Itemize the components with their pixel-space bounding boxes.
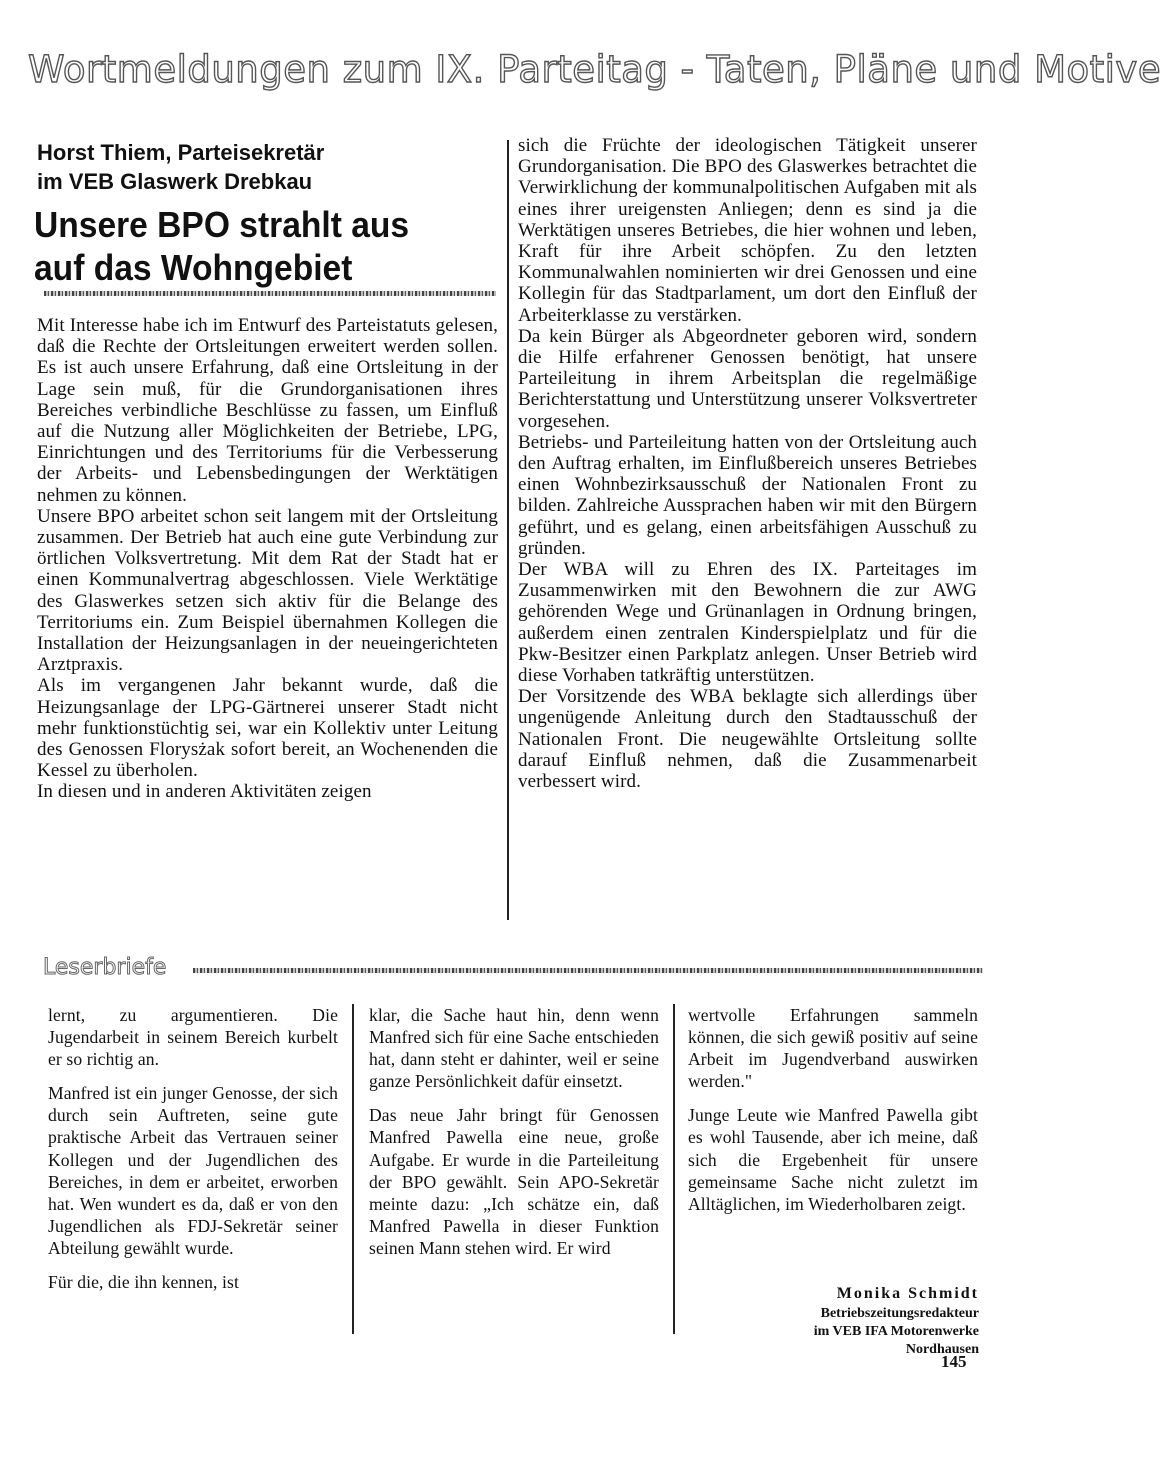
article-paragraph: sich die Früchte der ideologischen Tätigkeit unserer Grundorganisation. Die BPO des Glaswerkes betrachtet die Verwirklichung der kommunalpolitischen Aufgaben mit als eines ihrer ureigensten Anliegen; denn es sind ja die Werktätigen unseres Betriebes, die hier wohnen und leben, Kraft für ihre Arbeit schöpfen. Zu den letzten Kommunalwahlen nominierten wir drei Genossen und eine Kollegin für das Stadtparlament, um dort den Einfluß der Arbeiterklasse zu verstärken. <box>518 135 977 326</box>
letter-paragraph: wertvolle Erfahrungen sammeln können, die sich gewiß positiv auf seine Arbeit im Jugendverband auswirken werden." <box>688 1005 978 1092</box>
signature-title: Betriebszeitungsredakteur <box>820 1306 979 1321</box>
letter-paragraph: Manfred ist ein junger Genosse, der sich durch sein Auftreten, seine gute praktische Arbeit das Vertrauen seiner Kollegen und der Jugendlichen des Bereiches, in dem er arbeitet, erworben hat. Wen wundert es da, daß er von den Jugendlichen als FDJ-Sekretär seiner Abteilung gewählt wurde. <box>48 1083 338 1258</box>
letter-column-1 <box>48 1004 338 1293</box>
page-number: 145 <box>941 1352 967 1371</box>
signature-name: Monika Schmidt <box>836 1285 979 1302</box>
article-paragraph: Der WBA will zu Ehren des IX. Parteitages im Zusammenwirken mit den Bewohnern die zur AWG gehörenden Wege und Grünanlagen in Ordnung bringen, außerdem einen zentralen Kinderspielplatz und für die Pkw-Besitzer einen Parkplatz anlegen. Unser Betrieb wird diese Vorhaben tatkräftig unterstützen. <box>518 559 977 687</box>
headline-line-2: auf das Wohngebiet <box>34 247 353 288</box>
letter-paragraph: Das neue Jahr bringt für Genossen Manfred Pawella eine neue, große Aufgabe. Er wurde in die Parteileitung der BPO gewählt. Sein APO-Sekretär meinte dazu: „Ich schätze ein, daß Manfred Pawella in dieser Funktion seinen Mann stehen wird. Er wird <box>369 1105 659 1258</box>
section-label-leserbriefe: Leserbriefe <box>43 955 167 980</box>
section-banner: Wortmeldungen zum IX. Parteitag - Taten, Pläne und Motive <box>28 48 1161 91</box>
headline-line-1: Unsere BPO strahlt aus <box>34 204 410 245</box>
letter-paragraph: lernt, zu argumentieren. Die Jugendarbeit in seinem Bereich kurbelt er so richtig an. <box>48 1005 338 1070</box>
article-byline <box>37 138 507 196</box>
letter-column-2 <box>369 1004 659 1259</box>
article-paragraph: Betriebs- und Parteileitung hatten von der Ortsleitung auch den Auftrag erhalten, im Einflußbereich unseres Betriebes einen Wohnbezirksausschuß der Nationalen Front zu bilden. Zahlreiche Aussprachen haben wir mit den Bürgern geführt, und es gelang, einen arbeitsfähigen Ausschuß zu gründen. <box>518 431 977 559</box>
letter-column-divider <box>673 1004 675 1334</box>
article-paragraph: Mit Interesse habe ich im Entwurf des Parteistatuts gelesen, daß die Rechte der Ortsleitungen erweitert werden sollen. Es ist auch unsere Erfahrung, daß eine Ortsleitung in der Lage sein muß, für die Grundorganisationen ihres Bereiches verbindliche Beschlüsse zu fassen, um Einfluß auf die Nutzung aller Möglichkeiten der Betriebe, LPG, Einrichtungen und des Territoriums für die Verbesserung der Arbeits- und Lebensbedingungen der Werktätigen nehmen zu können. <box>37 315 498 506</box>
article-paragraph: Unsere BPO arbeitet schon seit langem mit der Ortsleitung zusammen. Der Betrieb hat auch eine gute Verbindung zur örtlichen Volksvertretung. Mit dem Rat der Stadt hat er einen Kommunalvertrag abgeschlossen. Viele Werktätige des Glaswerkes setzen sich aktiv für die Belange des Territoriums ein. Zum Beispiel übernahmen Kollegen die Installation der Heizungsanlagen in der neueingerichteten Arztpraxis. <box>37 505 498 676</box>
article-paragraph: In diesen und in anderen Aktivitäten zeigen <box>37 781 372 803</box>
article-paragraph: Als im vergangenen Jahr bekannt wurde, daß die Heizungsanlage der LPG-Gärtnerei unserer Stadt nicht mehr funktionstüchtig sei, war ein Kollektiv unter Leitung des Genossen Florysżak sofort bereit, an Wochenenden die Kessel zu überholen. <box>37 675 498 782</box>
article-headline <box>34 203 476 289</box>
article-column-right <box>518 135 977 792</box>
letter-paragraph: Junge Leute wie Manfred Pawella gibt es wohl Tausende, aber ich meine, daß sich die Ergebenheit für unsere gemeinsame Sache nicht zuletzt im Alltäglichen, im Wiederholbaren zeigt. <box>688 1105 978 1214</box>
signature-location: Nordhausen <box>905 1342 979 1357</box>
article-paragraph: Der Vorsitzende des WBA beklagte sich allerdings über ungenügende Anleitung durch den Stadtausschuß der Nationalen Front. Die neugewählte Ortsleitung sollte darauf Einfluß nehmen, daß die Zusammenarbeit verbessert wird. <box>518 686 977 793</box>
headline-rule <box>44 291 496 296</box>
article-paragraph: Da kein Bürger als Abgeordneter geboren wird, sondern die Hilfe erfahrener Genossen benötigt, hat unsere Parteileitung in ihrem Arbeitsplan die regelmäßige Berichterstattung und Unterstützung unserer Volksvertreter vorgesehen. <box>518 325 977 432</box>
letter-column-3 <box>688 1004 978 1215</box>
letter-paragraph: Für die, die ihn kennen, ist <box>48 1272 239 1293</box>
article-column-left <box>37 315 498 803</box>
signature-employer: im VEB IFA Motorenwerke <box>813 1324 979 1339</box>
column-divider <box>507 140 509 920</box>
letter-column-divider <box>352 1004 354 1334</box>
letter-paragraph: klar, die Sache haut hin, denn wenn Manfred sich für eine Sache entschieden hat, dann steht er dahinter, weil er seine ganze Persönlichkeit dafür einsetzt. <box>369 1005 659 1092</box>
byline-author: Horst Thiem, Parteisekretär <box>37 140 325 165</box>
section-rule <box>193 968 983 973</box>
byline-workplace: im VEB Glaswerk Drebkau <box>37 169 313 194</box>
